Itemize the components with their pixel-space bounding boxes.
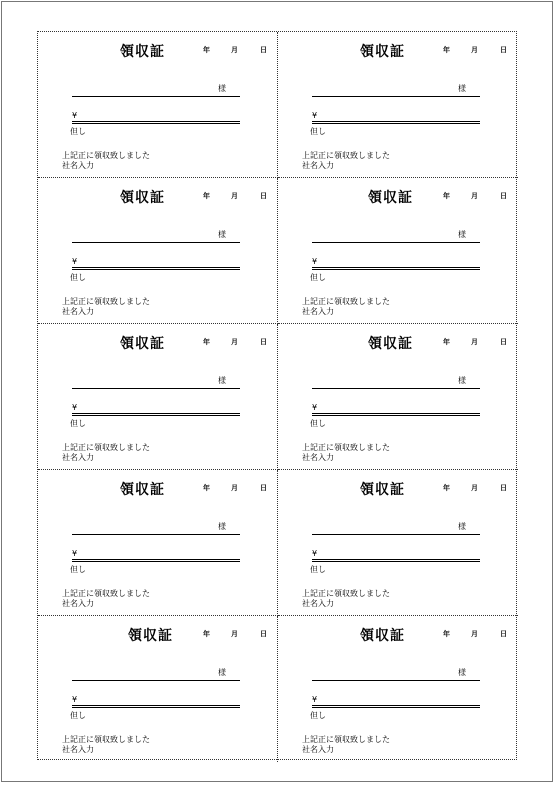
yen-symbol: ¥ <box>72 403 78 412</box>
company-name-field: 社名入力 <box>62 599 94 608</box>
amount-line <box>72 267 240 268</box>
receipt-title: 領収証 <box>128 628 173 644</box>
received-statement: 上記正に領収致しました <box>62 297 150 306</box>
receipt-title: 領収証 <box>368 336 413 352</box>
amount-line <box>312 705 480 706</box>
amount-line-double <box>312 123 480 124</box>
honorific-label: 様 <box>218 522 226 531</box>
yen-symbol: ¥ <box>72 111 78 120</box>
year-label: 年 <box>443 338 450 346</box>
recipient-name-line <box>312 388 480 389</box>
received-statement: 上記正に領収致しました <box>62 443 150 452</box>
proviso-label: 但し <box>310 565 326 574</box>
month-label: 月 <box>231 338 238 346</box>
proviso-label: 但し <box>70 127 86 136</box>
receipt-card <box>278 32 518 178</box>
receipt-card <box>38 32 278 178</box>
recipient-name-line <box>72 534 240 535</box>
recipient-name-line <box>72 388 240 389</box>
month-label: 月 <box>471 484 478 492</box>
amount-line <box>72 705 240 706</box>
received-statement: 上記正に領収致しました <box>62 589 150 598</box>
honorific-label: 様 <box>218 376 226 385</box>
yen-symbol: ¥ <box>312 257 318 266</box>
amount-line <box>72 121 240 122</box>
receipt-sheet <box>37 31 517 760</box>
day-label: 日 <box>500 630 507 638</box>
amount-line-double <box>312 561 480 562</box>
month-label: 月 <box>471 192 478 200</box>
year-label: 年 <box>203 338 210 346</box>
yen-symbol: ¥ <box>312 549 318 558</box>
receipt-card <box>278 616 518 762</box>
month-label: 月 <box>471 338 478 346</box>
recipient-name-line <box>312 242 480 243</box>
company-name-field: 社名入力 <box>302 161 334 170</box>
day-label: 日 <box>500 192 507 200</box>
receipt-title: 領収証 <box>368 190 413 206</box>
company-name-field: 社名入力 <box>62 161 94 170</box>
proviso-label: 但し <box>70 273 86 282</box>
day-label: 日 <box>260 46 267 54</box>
company-name-field: 社名入力 <box>302 453 334 462</box>
receipt-card <box>38 178 278 324</box>
honorific-label: 様 <box>458 668 466 677</box>
amount-line <box>312 267 480 268</box>
day-label: 日 <box>260 484 267 492</box>
month-label: 月 <box>471 46 478 54</box>
yen-symbol: ¥ <box>312 111 318 120</box>
amount-line-double <box>72 415 240 416</box>
receipt-card <box>278 470 518 616</box>
receipt-title: 領収証 <box>120 336 165 352</box>
amount-line <box>312 121 480 122</box>
year-label: 年 <box>203 192 210 200</box>
received-statement: 上記正に領収致しました <box>302 151 390 160</box>
yen-symbol: ¥ <box>312 695 318 704</box>
year-label: 年 <box>443 484 450 492</box>
month-label: 月 <box>231 630 238 638</box>
year-label: 年 <box>443 630 450 638</box>
amount-line-double <box>72 561 240 562</box>
month-label: 月 <box>471 630 478 638</box>
company-name-field: 社名入力 <box>302 745 334 754</box>
amount-line <box>312 559 480 560</box>
day-label: 日 <box>260 630 267 638</box>
received-statement: 上記正に領収致しました <box>62 735 150 744</box>
received-statement: 上記正に領収致しました <box>302 443 390 452</box>
amount-line <box>312 413 480 414</box>
proviso-label: 但し <box>310 127 326 136</box>
receipt-title: 領収証 <box>360 482 405 498</box>
recipient-name-line <box>312 96 480 97</box>
honorific-label: 様 <box>218 84 226 93</box>
day-label: 日 <box>260 338 267 346</box>
recipient-name-line <box>72 680 240 681</box>
month-label: 月 <box>231 192 238 200</box>
proviso-label: 但し <box>70 711 86 720</box>
proviso-label: 但し <box>310 273 326 282</box>
company-name-field: 社名入力 <box>62 745 94 754</box>
amount-line-double <box>312 269 480 270</box>
month-label: 月 <box>231 484 238 492</box>
received-statement: 上記正に領収致しました <box>302 735 390 744</box>
yen-symbol: ¥ <box>72 695 78 704</box>
yen-symbol: ¥ <box>72 549 78 558</box>
day-label: 日 <box>260 192 267 200</box>
amount-line-double <box>312 415 480 416</box>
receipt-title: 領収証 <box>360 628 405 644</box>
yen-symbol: ¥ <box>72 257 78 266</box>
day-label: 日 <box>500 338 507 346</box>
honorific-label: 様 <box>458 84 466 93</box>
received-statement: 上記正に領収致しました <box>62 151 150 160</box>
amount-line-double <box>312 707 480 708</box>
amount-line <box>72 413 240 414</box>
proviso-label: 但し <box>70 565 86 574</box>
receipt-grid <box>38 32 518 761</box>
amount-line <box>72 559 240 560</box>
amount-line-double <box>72 269 240 270</box>
honorific-label: 様 <box>458 376 466 385</box>
year-label: 年 <box>203 630 210 638</box>
receipt-card <box>38 324 278 470</box>
company-name-field: 社名入力 <box>62 307 94 316</box>
yen-symbol: ¥ <box>312 403 318 412</box>
receipt-card <box>278 324 518 470</box>
honorific-label: 様 <box>458 522 466 531</box>
honorific-label: 様 <box>458 230 466 239</box>
recipient-name-line <box>312 680 480 681</box>
receipt-title: 領収証 <box>120 482 165 498</box>
day-label: 日 <box>500 484 507 492</box>
recipient-name-line <box>312 534 480 535</box>
proviso-label: 但し <box>310 419 326 428</box>
received-statement: 上記正に領収致しました <box>302 589 390 598</box>
received-statement: 上記正に領収致しました <box>302 297 390 306</box>
receipt-card <box>38 616 278 762</box>
receipt-title: 領収証 <box>120 190 165 206</box>
proviso-label: 但し <box>310 711 326 720</box>
receipt-card <box>278 178 518 324</box>
year-label: 年 <box>443 192 450 200</box>
year-label: 年 <box>203 484 210 492</box>
amount-line-double <box>72 707 240 708</box>
honorific-label: 様 <box>218 668 226 677</box>
recipient-name-line <box>72 242 240 243</box>
receipt-card <box>38 470 278 616</box>
recipient-name-line <box>72 96 240 97</box>
receipt-title: 領収証 <box>120 44 165 60</box>
proviso-label: 但し <box>70 419 86 428</box>
day-label: 日 <box>500 46 507 54</box>
year-label: 年 <box>443 46 450 54</box>
year-label: 年 <box>203 46 210 54</box>
receipt-title: 領収証 <box>360 44 405 60</box>
honorific-label: 様 <box>218 230 226 239</box>
month-label: 月 <box>231 46 238 54</box>
company-name-field: 社名入力 <box>302 307 334 316</box>
amount-line-double <box>72 123 240 124</box>
company-name-field: 社名入力 <box>302 599 334 608</box>
company-name-field: 社名入力 <box>62 453 94 462</box>
